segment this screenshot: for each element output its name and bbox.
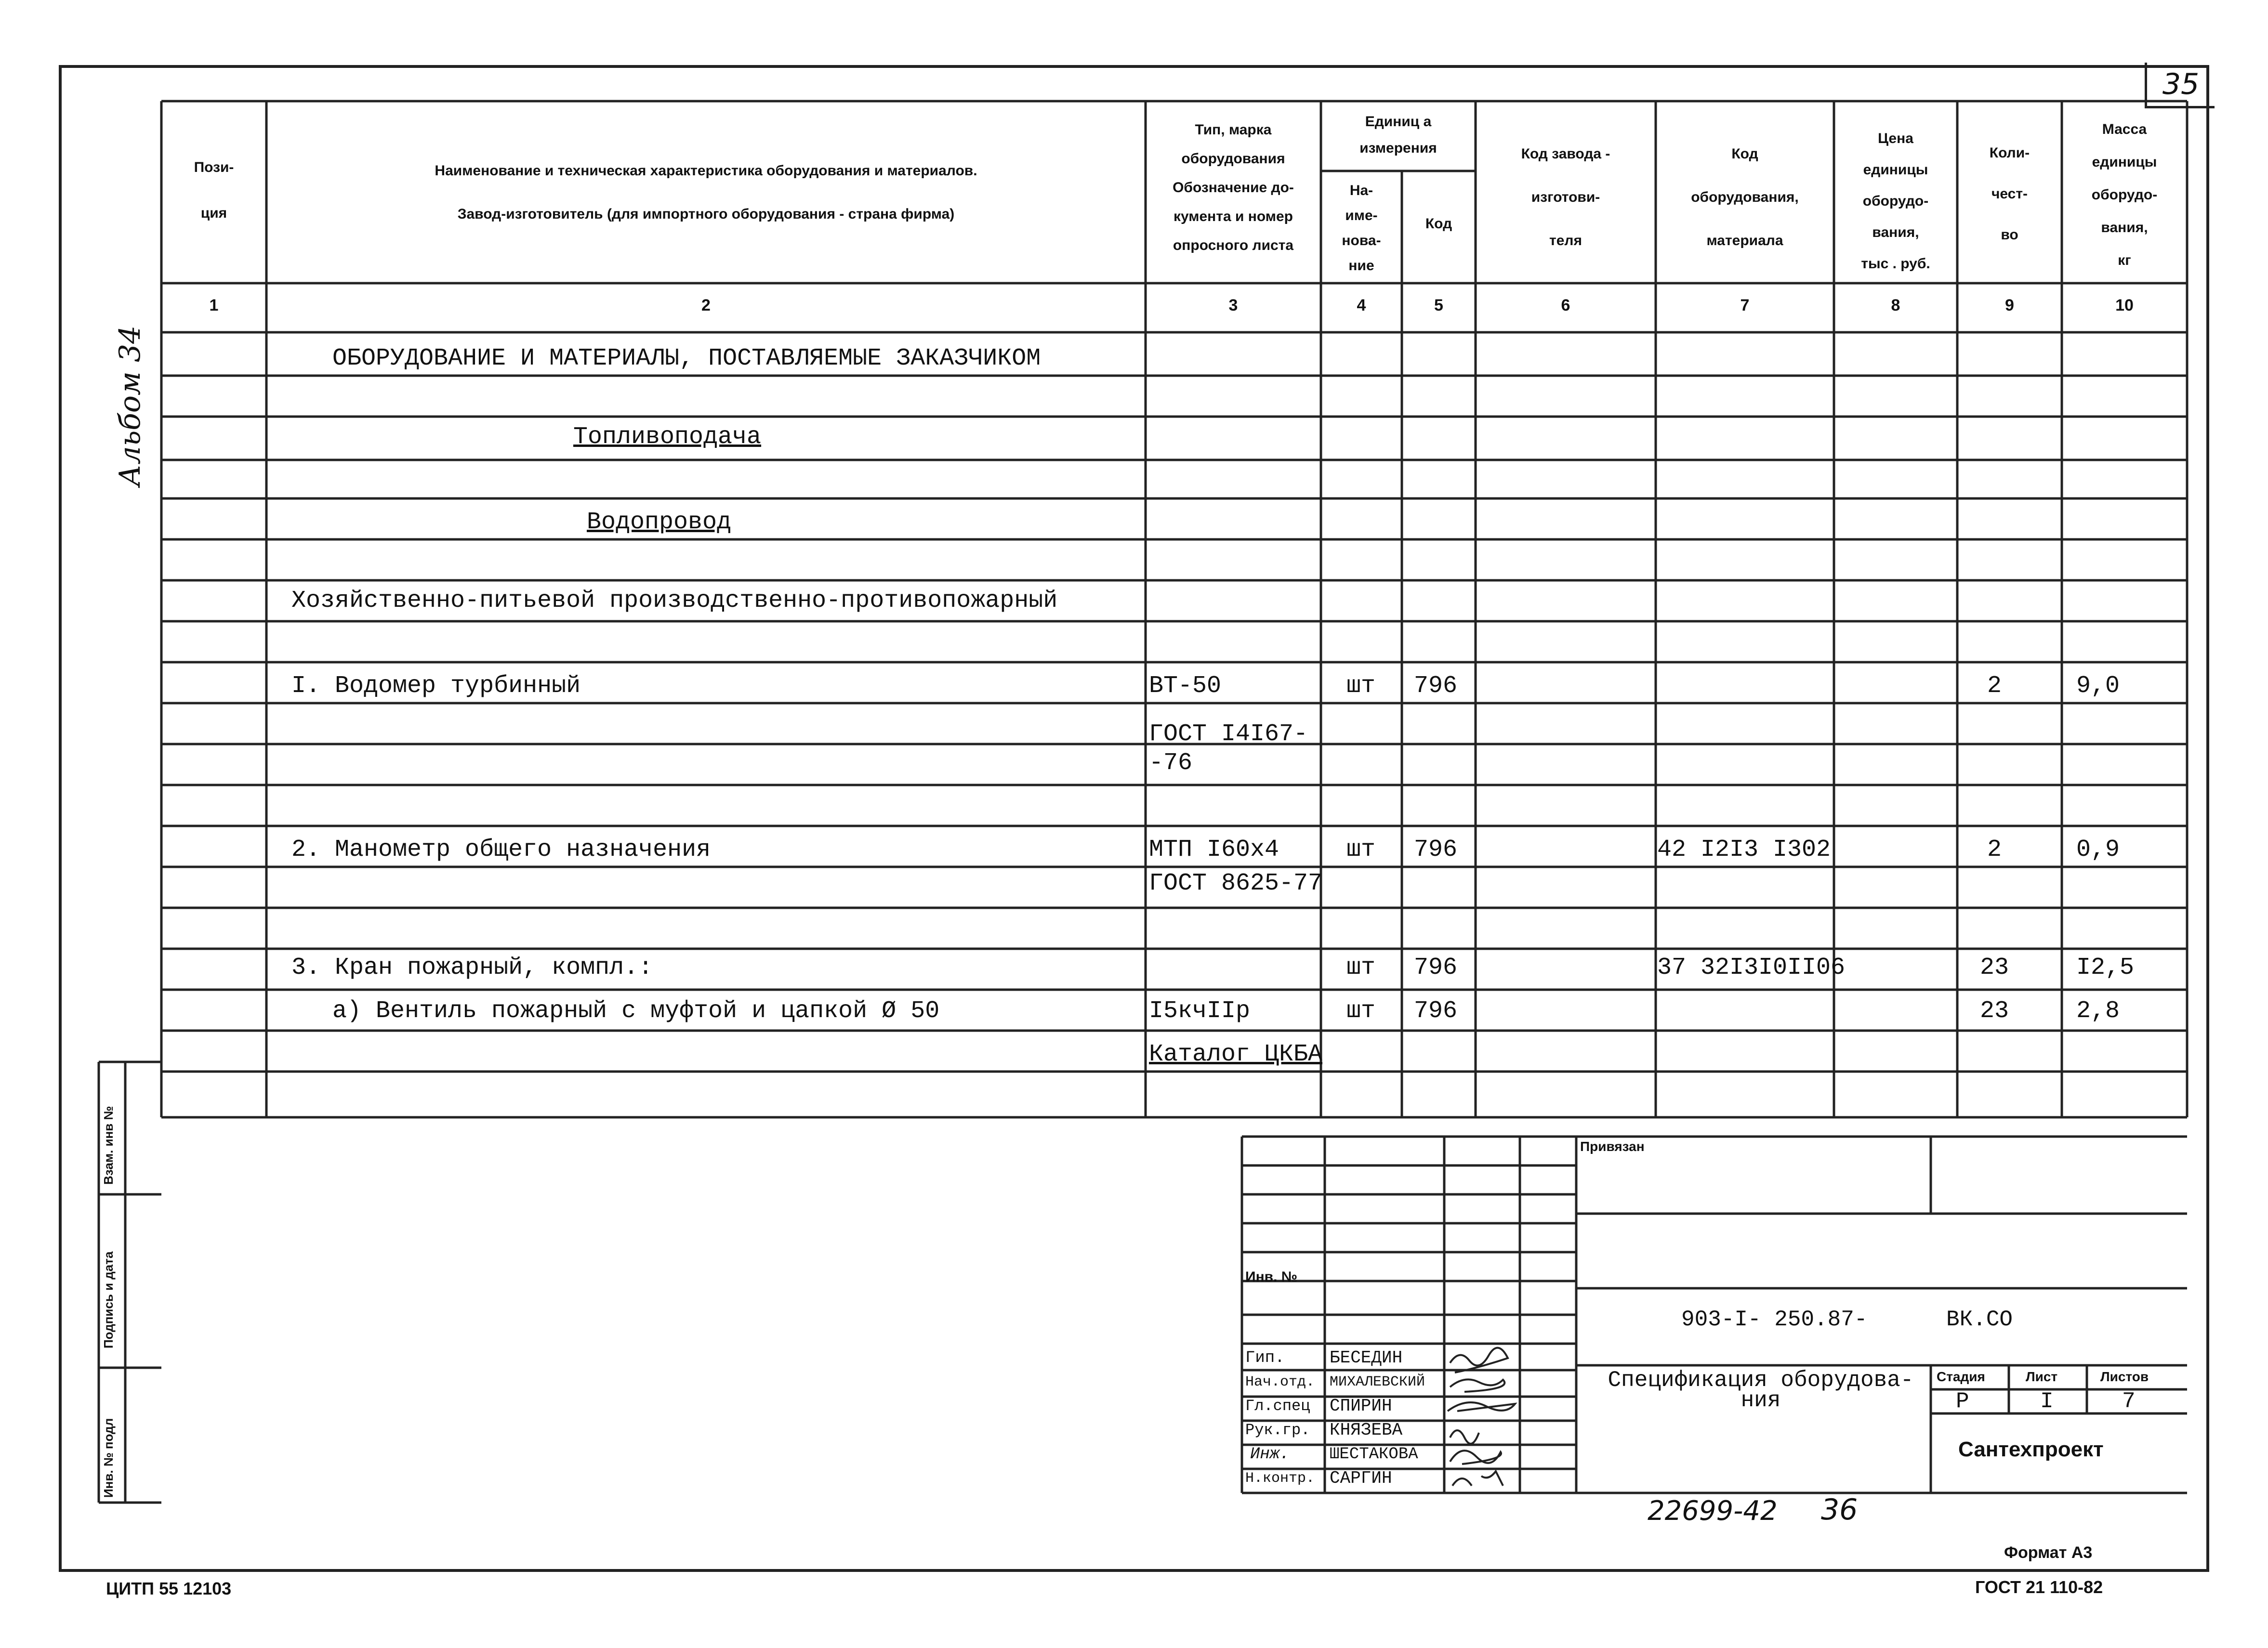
- item3a-type: I5кчIIр: [1149, 997, 1251, 1025]
- item1-code: 796: [1414, 672, 1458, 700]
- header-equipment-code: Код оборудования, материала: [1691, 146, 1799, 249]
- sheets-value: 7: [2122, 1389, 2136, 1414]
- album-label: Альбом 34: [113, 325, 147, 486]
- header-unit-code: Код: [1425, 216, 1452, 232]
- sheet-label: Лист: [2026, 1369, 2058, 1384]
- signature-1: [1450, 1348, 1508, 1373]
- item1-type: ВТ-50: [1149, 672, 1222, 700]
- format-label: Формат А3: [2004, 1543, 2093, 1562]
- subsection-system: Хозяйственно-питьевой производственно-противопожарный: [291, 587, 1058, 615]
- item3a-unit: шт: [1346, 997, 1376, 1025]
- stage-label: Стадия: [1937, 1369, 1985, 1384]
- stamp-inv-original: Инв. № подл: [101, 1418, 116, 1498]
- col-number-4: 4: [1357, 296, 1366, 314]
- item2-unit: шт: [1346, 836, 1376, 863]
- role-chief-spec: Гл.спец: [1245, 1397, 1310, 1415]
- doc-code: 903-I- 250.87-: [1681, 1307, 1868, 1332]
- doc-title: Спецификация оборудова- ния: [1608, 1368, 1914, 1413]
- item1-name: I. Водомер турбинный: [291, 672, 581, 700]
- item2-gost: ГОСТ 8625-77: [1149, 870, 1323, 897]
- signature-3: [1448, 1402, 1515, 1411]
- role-group-lead: Рук.гр.: [1245, 1421, 1310, 1439]
- item3-unit: шт: [1346, 954, 1376, 981]
- header-unit: Единиц а измерения: [1359, 114, 1437, 156]
- col-number-8: 8: [1891, 296, 1900, 314]
- col-number-9: 9: [2005, 296, 2014, 314]
- sheets-label: Листов: [2100, 1369, 2149, 1384]
- item2-code: 796: [1414, 836, 1458, 863]
- item1-qty: 2: [1987, 672, 2002, 700]
- stamp-replaced-inv: Взам. инв №: [101, 1106, 116, 1185]
- item3a-qty: 23: [1980, 997, 2009, 1025]
- stamp-signature-date: Подпись и дата: [101, 1251, 116, 1348]
- col-number-2: 2: [701, 296, 711, 314]
- name-spirin: СПИРИН: [1330, 1396, 1392, 1416]
- col-number-5: 5: [1434, 296, 1443, 314]
- inv-number-label: Инв. №: [1245, 1269, 1298, 1285]
- item3a-code: 796: [1414, 997, 1458, 1025]
- signature-5: [1450, 1451, 1501, 1464]
- sheet-value: I: [2040, 1389, 2054, 1414]
- item3-name: 3. Кран пожарный, компл.:: [291, 954, 653, 981]
- header-type: Тип, марка оборудования Обозначение до- кумента и номер опросного листа: [1173, 122, 1294, 253]
- role-gip: Гип.: [1245, 1349, 1285, 1367]
- org-name: Сантехпроект: [1958, 1438, 2104, 1461]
- item3-qty: 23: [1980, 954, 2009, 981]
- header-plant-code: Код завода - изготови- теля: [1521, 146, 1610, 249]
- name-knyazeva: КНЯЗЕВА: [1330, 1420, 1403, 1440]
- header-position: Пози- ция: [194, 159, 234, 221]
- role-head: Нач.отд.: [1245, 1374, 1315, 1390]
- item1-unit: шт: [1346, 672, 1376, 700]
- signature-6: [1452, 1471, 1503, 1486]
- name-shestakova: ШЕСТАКОВА: [1330, 1445, 1418, 1464]
- header-price: Цена единицы оборудо- вания, тыс . руб.: [1861, 131, 1930, 272]
- header-mass: Масса единицы оборудо- вания, кг: [2091, 121, 2158, 268]
- header-quantity: Коли- чест- во: [1989, 145, 2030, 243]
- item3-code: 796: [1414, 954, 1458, 981]
- item1-mass: 9,0: [2076, 672, 2120, 700]
- item3a-catalog: Каталог ЦКБА: [1149, 1041, 1323, 1068]
- item3-mass: I2,5: [2076, 954, 2135, 981]
- item2-matcode: 42 I2I3 I302: [1657, 836, 1831, 863]
- col-number-3: 3: [1228, 296, 1238, 314]
- stage-value: Р: [1956, 1389, 1969, 1414]
- name-besedin: БЕСЕДИН: [1330, 1348, 1403, 1368]
- item1-gost-b: -76: [1149, 749, 1193, 777]
- sheet-corner-number: 35: [2145, 63, 2215, 108]
- section-title: ОБОРУДОВАНИЕ И МАТЕРИАЛЫ, ПОСТАВЛЯЕМЫЕ ЗАКАЗЧИКОМ: [332, 345, 1041, 372]
- doc-suffix: ВК.СО: [1946, 1307, 2013, 1332]
- item1-gost-a: ГОСТ I4I67-: [1149, 720, 1308, 748]
- handwritten-page: 36: [1821, 1493, 1858, 1527]
- name-sargin: САРГИН: [1330, 1468, 1392, 1488]
- item2-name: 2. Манометр общего назначения: [291, 836, 711, 863]
- item2-type: МТП I60х4: [1149, 836, 1279, 863]
- citp-label: ЦИТП 55 12103: [106, 1579, 232, 1598]
- item3a-name: а) Вентиль пожарный с муфтой и цапкой Ø 50: [332, 997, 940, 1025]
- item2-qty: 2: [1987, 836, 2002, 863]
- item3-matcode: 37 32I3I0II06: [1657, 954, 1846, 981]
- signature-2: [1450, 1379, 1504, 1392]
- name-mikhalevsky: МИХАЛЕВСКИЙ: [1330, 1374, 1425, 1390]
- header-unit-name: На- име- нова- ние: [1342, 183, 1381, 274]
- col-number-1: 1: [209, 296, 219, 314]
- col-number-6: 6: [1561, 296, 1570, 314]
- gost-label: ГОСТ 21 110-82: [1975, 1577, 2103, 1597]
- col-number-10: 10: [2115, 296, 2134, 314]
- subsection-fuel: Топливоподача: [573, 423, 762, 451]
- col-number-7: 7: [1740, 296, 1750, 314]
- handwritten-number: 22699-42: [1648, 1495, 1778, 1527]
- role-norm-control: Н.контр.: [1245, 1470, 1315, 1487]
- subsection-water: Водопровод: [587, 509, 732, 536]
- item3a-mass: 2,8: [2076, 997, 2120, 1025]
- role-engineer: Инж.: [1250, 1445, 1290, 1464]
- privyazan-label: Привязан: [1580, 1139, 1645, 1154]
- header-name: Наименование и техническая характеристика оборудования и материалов. Завод-изготовитель (для импортного оборудования - страна фирма): [435, 163, 977, 222]
- signature-4: [1450, 1430, 1479, 1444]
- item2-mass: 0,9: [2076, 836, 2120, 863]
